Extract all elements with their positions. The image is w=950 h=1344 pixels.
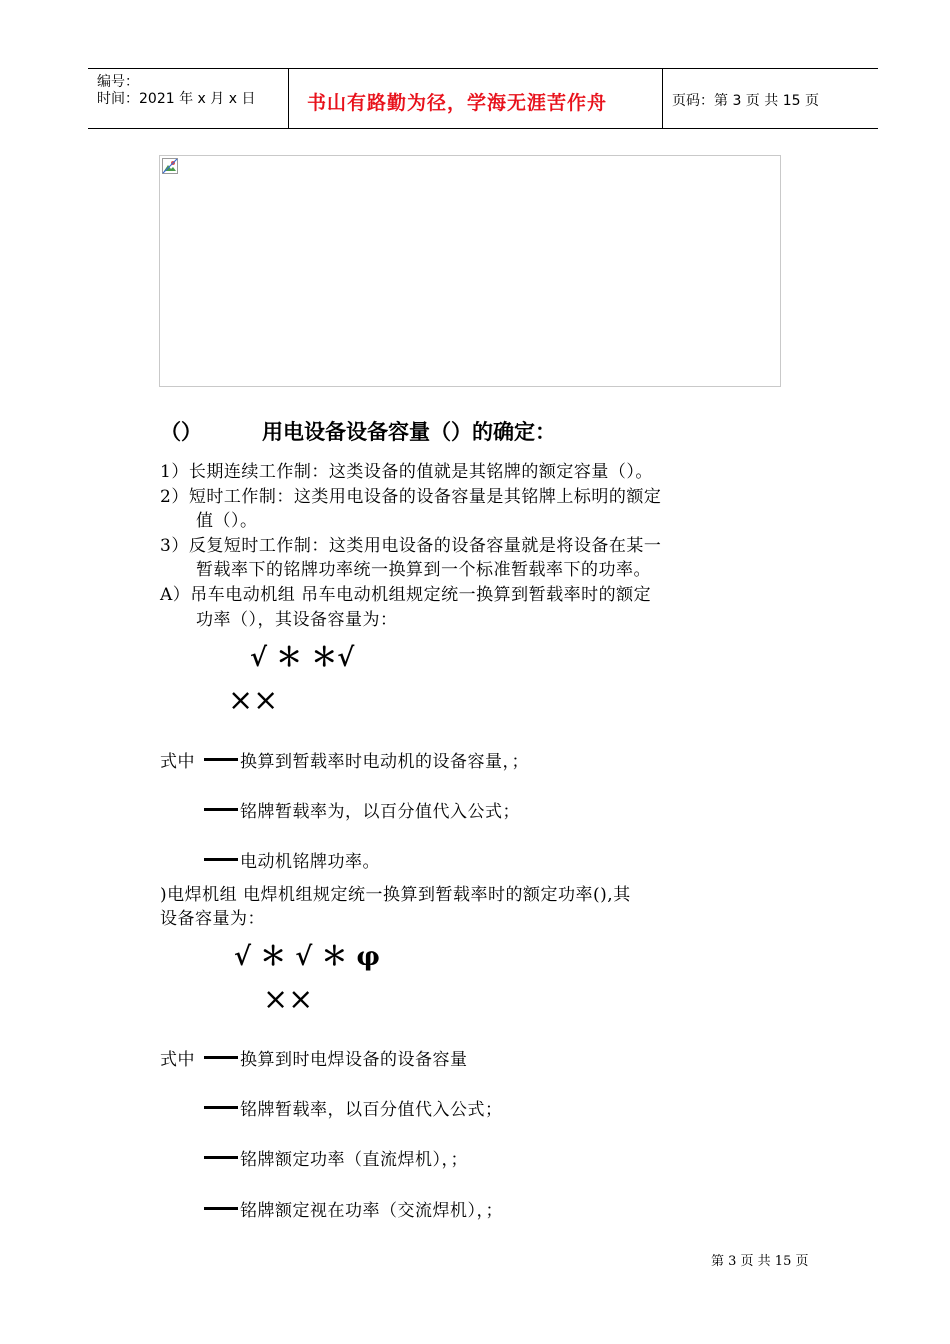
definition-2d: 铭牌额定视在功率（交流焊机），； — [204, 1196, 503, 1221]
formula-1-line-1: √ ＊ ＊√ — [250, 643, 355, 673]
header-date: 时间：2021 年 x 月 x 日 — [97, 91, 256, 107]
section-heading: 用电设备设备容量（）的确定： — [262, 419, 556, 444]
item-b-line-1: )电焊机组 电焊机组规定统一换算到暂载率时的额定功率(),其 — [160, 885, 631, 905]
header-divider-2 — [662, 69, 663, 129]
image-placeholder — [159, 155, 781, 387]
item-a-line-1: A）吊车电动机组 吊车电动机组规定统一换算到暂载率时的额定 — [160, 585, 652, 605]
broken-image-icon — [162, 158, 178, 174]
header-divider-1 — [288, 69, 289, 129]
definition-2b: 铭牌暂载率，以百分值代入公式； — [204, 1095, 503, 1120]
definition-2a: 换算到时电焊设备的设备容量 — [204, 1045, 468, 1070]
header-motto: 书山有路勤为径，学海无涯苦作舟 — [307, 92, 608, 114]
definition-1b: 铭牌暂载率为，以百分值代入公式； — [204, 797, 520, 822]
definition-1a: 换算到暂载率时电动机的设备容量，； — [204, 747, 529, 772]
em-dash — [204, 758, 238, 761]
definition-2c: 铭牌额定功率（直流焊机），； — [204, 1145, 468, 1170]
header-bottom-rule — [88, 128, 878, 129]
item-3-line-2: 暂载率下的铭牌功率统一换算到一个标准暂载率下的功率。 — [196, 560, 651, 580]
item-1: 1）长期连续工作制：这类设备的值就是其铭牌的额定容量（）。 — [160, 462, 653, 482]
header-number-label: 编号： — [97, 74, 139, 90]
definition-1c: 电动机铭牌功率。 — [204, 847, 380, 872]
item-a-line-2: 功率（），其设备容量为： — [196, 610, 398, 630]
section-heading-paren: （） — [160, 419, 202, 444]
item-b-line-2: 设备容量为： — [160, 909, 265, 929]
item-2-line-1: 2）短时工作制：这类用电设备的设备容量是其铭牌上标明的额定 — [160, 487, 662, 507]
header-top-rule — [88, 68, 878, 69]
em-dash — [204, 1106, 238, 1109]
header-page-code: 页码：第 3 页 共 15 页 — [672, 93, 819, 109]
em-dash — [204, 858, 238, 861]
em-dash — [204, 808, 238, 811]
em-dash — [204, 1207, 238, 1210]
formula-2-line-2: ×× — [263, 982, 314, 1017]
formula-2-line-1: √ ＊ √ ＊ φ — [234, 942, 380, 972]
item-3-line-1: 3）反复短时工作制：这类用电设备的设备容量就是将设备在某一 — [160, 536, 662, 556]
item-2-line-2: 值（）。 — [196, 511, 258, 531]
footer-page-number: 第 3 页 共 15 页 — [711, 1254, 809, 1269]
formula-1-line-2: ×× — [228, 683, 279, 718]
em-dash — [204, 1056, 238, 1059]
where-label-1: 式中 — [160, 752, 195, 772]
em-dash — [204, 1156, 238, 1159]
where-label-2: 式中 — [160, 1050, 195, 1070]
